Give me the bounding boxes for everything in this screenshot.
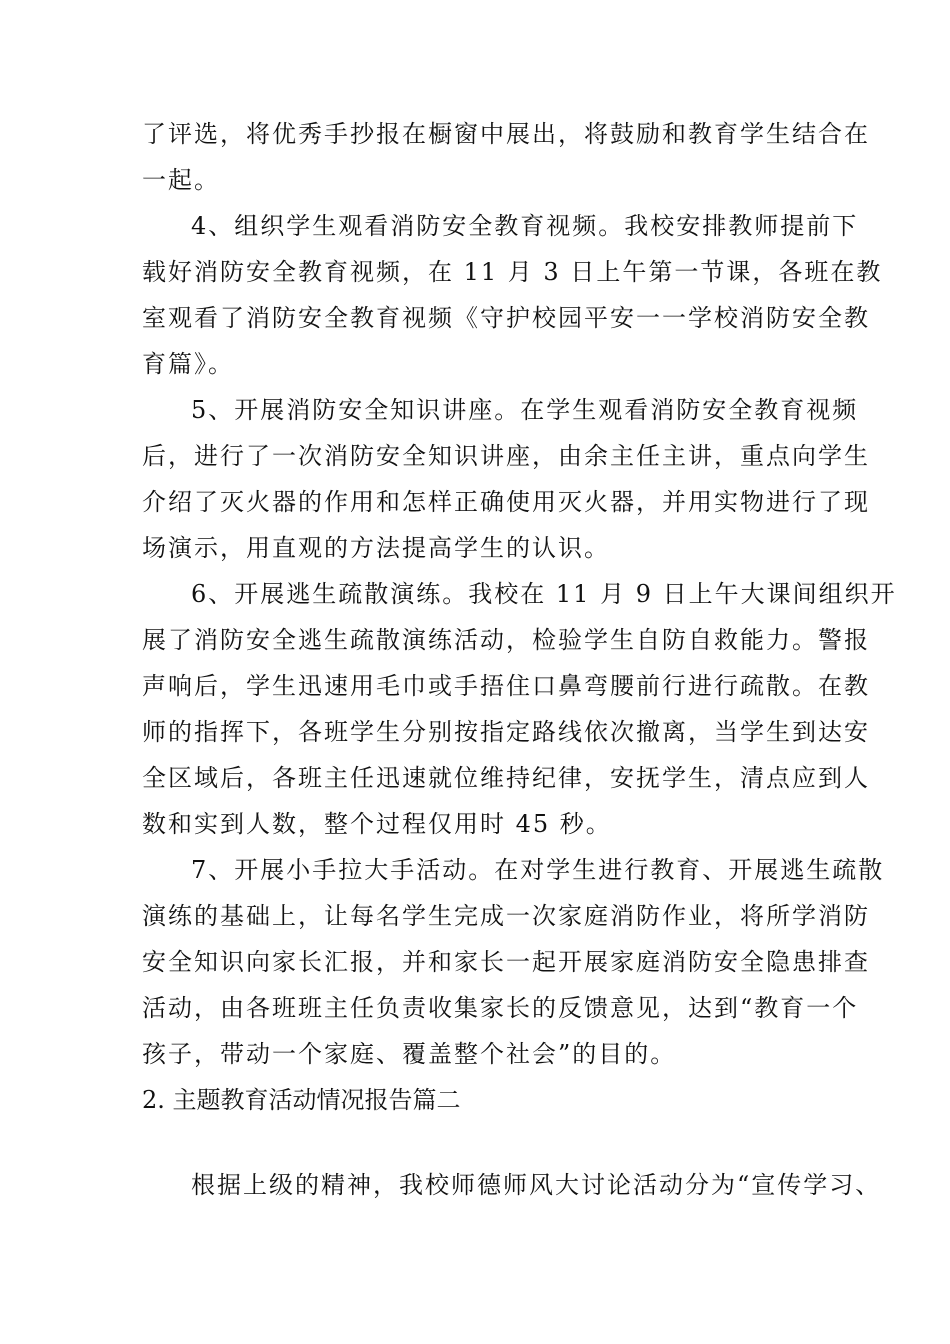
text-line: 了评选，将优秀手抄报在橱窗中展出，将鼓励和教育学生结合在: [142, 120, 870, 148]
paragraph-4-first-line: 4、组织学生观看消防安全教育视频。我校安排教师提前下: [191, 212, 859, 240]
paragraph-6-first-line: 6、开展逃生疏散演练。我校在 11 月 9 日上午大课间组织开: [191, 580, 897, 608]
text-line: 介绍了灭火器的作用和怎样正确使用灭火器，并用实物进行了现: [142, 488, 870, 516]
text-line: 活动，由各班班主任负责收集家长的反馈意见，达到“教育一个: [142, 994, 859, 1022]
text-line: 载好消防安全教育视频，在 11 月 3 日上午第一节课，各班在教: [142, 258, 883, 286]
paragraph-5-first-line: 5、开展消防安全知识讲座。在学生观看消防安全教育视频: [191, 396, 859, 424]
text-line: 安全知识向家长汇报，并和家长一起开展家庭消防安全隐患排查: [142, 948, 870, 976]
text-line: 育篇》。: [142, 350, 234, 378]
text-line: 室观看了消防安全教育视频《守护校园平安一一学校消防安全教: [142, 304, 870, 332]
paragraph-7-first-line: 7、开展小手拉大手活动。在对学生进行教育、开展逃生疏散: [191, 856, 885, 884]
text-line: 演练的基础上，让每名学生完成一次家庭消防作业，将所学消防: [142, 902, 870, 930]
text-line: 声响后，学生迅速用毛巾或手捂住口鼻弯腰前行进行疏散。在教: [142, 672, 870, 700]
text-line: 孩子，带动一个家庭、覆盖整个社会”的目的。: [142, 1040, 677, 1068]
text-line: 数和实到人数，整个过程仅用时 45 秒。: [142, 810, 612, 838]
text-line: 全区域后，各班主任迅速就位维持纪律，安抚学生，清点应到人: [142, 764, 870, 792]
section-heading: 2. 主题教育活动情况报告篇二: [142, 1086, 461, 1114]
text-line: 展了消防安全逃生疏散演练活动，检验学生自防自救能力。警报: [142, 626, 870, 654]
text-line: 师的指挥下，各班学生分别按指定路线依次撤离，当学生到达安: [142, 718, 870, 746]
text-line: 后，进行了一次消防安全知识讲座，由余主任主讲，重点向学生: [142, 442, 870, 470]
text-line: 一起。: [142, 166, 220, 194]
section-first-line: 根据上级的精神，我校师德师风大讨论活动分为“宣传学习、: [191, 1171, 882, 1199]
text-line: 场演示，用直观的方法提高学生的认识。: [142, 534, 610, 562]
